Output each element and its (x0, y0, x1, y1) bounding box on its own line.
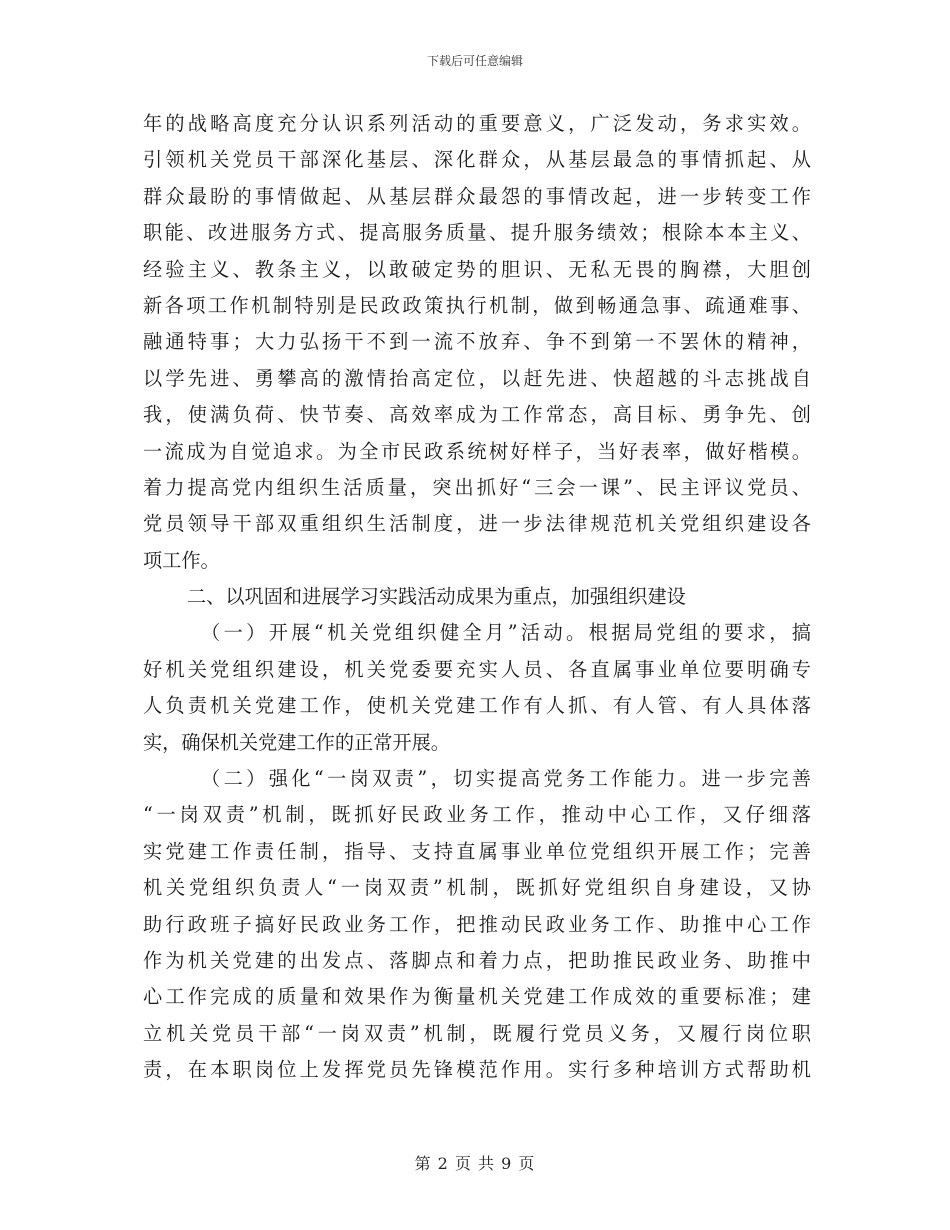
text-line: 引领机关党员干部深化基层、深化群众，从基层最急的事情抓起、从 (143, 148, 811, 172)
text-line: 经验主义、教条主义，以敢破定势的胆识、无私无畏的胸襟，大胆创 (143, 257, 811, 281)
text-line: 实，确保机关党建工作的正常开展。 (143, 730, 450, 754)
text-line: 责，在本职岗位上发挥党员先锋模范作用。实行多种培训方式帮助机 (143, 1058, 811, 1082)
text-line: 好机关党组织建设，机关党委要充实人员、各直属事业单位要明确专 (143, 657, 811, 681)
text-line: 党员领导干部双重组织生活制度，进一步法律规范机关党组织建设各 (143, 512, 811, 536)
text-line: 融通特事；大力弘扬干不到一流不放弃、争不到第一不罢休的精神， (143, 330, 811, 354)
text-line: 立机关党员干部“一岗双责”机制，既履行党员义务，又履行岗位职 (143, 1021, 811, 1045)
text-line: 心工作完成的质量和效果作为衡量机关党建工作成效的重要标准；建 (143, 985, 811, 1009)
text-line: 一流成为自觉追求。为全市民政系统树好样子，当好表率，做好楷模。 (143, 439, 811, 463)
text-line: 项工作。 (143, 548, 220, 572)
text-line: 以学先进、勇攀高的激情抬高定位，以赶先进、快超越的斗志挑战自 (143, 366, 811, 390)
text-line: 机关党组织负责人“一岗双责”机制，既抓好党组织自身建设，又协 (143, 876, 811, 900)
text-line: 年的战略高度充分认识系列活动的重要意义，广泛发动，务求实效。 (143, 112, 811, 135)
page-footer: 第 2 页 共 9 页 (414, 1154, 536, 1173)
text-line: 人负责机关党建工作，使机关党建工作有人抓、有人管、有人具体落 (143, 694, 811, 718)
section-heading: 二、以巩固和进展学习实践活动成果为重点，加强组织建设 (187, 585, 686, 609)
text-line: 作为机关党建的出发点、落脚点和着力点，把助推民政业务、助推中 (143, 948, 811, 972)
page-header: 下载后可任意编辑 (426, 54, 523, 68)
text-line: 职能、改进服务方式、提高服务质量、提升服务绩效；根除本本主义、 (143, 221, 811, 245)
text-line: 群众最盼的事情做起、从基层群众最怨的事情改起，进一步转变工作 (143, 184, 811, 208)
text-line: （一）开展“机关党组织健全月”活动。根据局党组的要求，搞 (201, 621, 811, 645)
text-line: （二）强化“一岗双责”，切实提高党务工作能力。进一步完善 (201, 767, 811, 791)
text-line: “一岗双责”机制，既抓好民政业务工作，推动中心工作，又仔细落 (143, 803, 811, 827)
document-body (143, 106, 811, 1089)
text-line: 我，使满负荷、快节奏、高效率成为工作常态，高目标、勇争先、创 (143, 403, 811, 427)
text-line: 助行政班子搞好民政业务工作，把推动民政业务工作、助推中心工作 (143, 912, 811, 936)
text-line: 新各项工作机制特别是民政政策执行机制，做到畅通急事、疏通难事、 (143, 293, 811, 317)
text-line: 实党建工作责任制，指导、支持直属事业单位党组织开展工作；完善 (143, 839, 811, 863)
text-line: 着力提高党内组织生活质量，突出抓好“三会一课”、民主评议党员、 (143, 475, 811, 499)
